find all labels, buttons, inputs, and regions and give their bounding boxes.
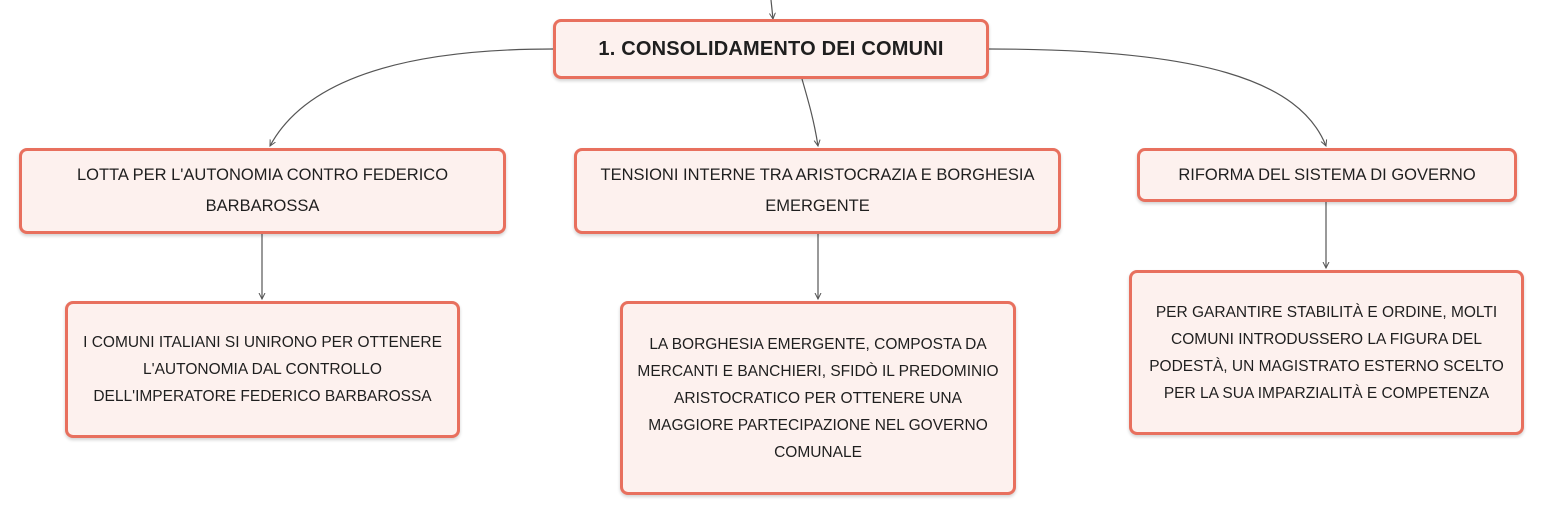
detail-node-autonomia[interactable] xyxy=(65,301,460,438)
detail-text-tensioni: LA BORGHESIA EMERGENTE, COMPOSTA DA MERCANTI E BANCHIERI, SFIDÒ IL PREDOMINIO ARISTOCRATICO PER OTTENERE UNA MAGGIORE PARTECIPAZIONE NEL GOVERNO COMUNALE xyxy=(637,335,999,461)
branch-node-riforma[interactable] xyxy=(1137,148,1517,202)
connector-root-to-branch-3 xyxy=(989,49,1326,146)
connector-root-to-branch-1 xyxy=(270,49,553,146)
detail-text-autonomia: I COMUNI ITALIANI SI UNIRONO PER OTTENERE L'AUTONOMIA DAL CONTROLLO DELL'IMPERATORE FEDERICO BARBAROSSA xyxy=(83,334,442,405)
detail-node-tensioni[interactable] xyxy=(620,301,1016,495)
branch-label-tensioni: TENSIONI INTERNE TRA ARISTOCRAZIA E BORGHESIA EMERGENTE xyxy=(600,166,1035,215)
detail-text-riforma: PER GARANTIRE STABILITÀ E ORDINE, MOLTI COMUNI INTRODUSSERO LA FIGURA DEL PODESTÀ, UN MAGISTRATO ESTERNO SCELTO PER LA SUA IMPARZIALITÀ E COMPETENZA xyxy=(1149,303,1504,402)
branch-label-riforma: RIFORMA DEL SISTEMA DI GOVERNO xyxy=(1178,165,1476,184)
detail-node-riforma[interactable] xyxy=(1129,270,1524,435)
root-topic-node[interactable] xyxy=(553,19,989,79)
branch-node-tensioni[interactable] xyxy=(574,148,1061,234)
root-topic-label: 1. CONSOLIDAMENTO DEI COMUNI xyxy=(598,37,944,60)
branch-node-autonomia[interactable] xyxy=(19,148,506,234)
branch-label-autonomia: LOTTA PER L'AUTONOMIA CONTRO FEDERICO BARBAROSSA xyxy=(76,166,449,215)
connector-root-to-branch-2 xyxy=(802,79,818,146)
connector-parent-to-root xyxy=(771,0,773,19)
